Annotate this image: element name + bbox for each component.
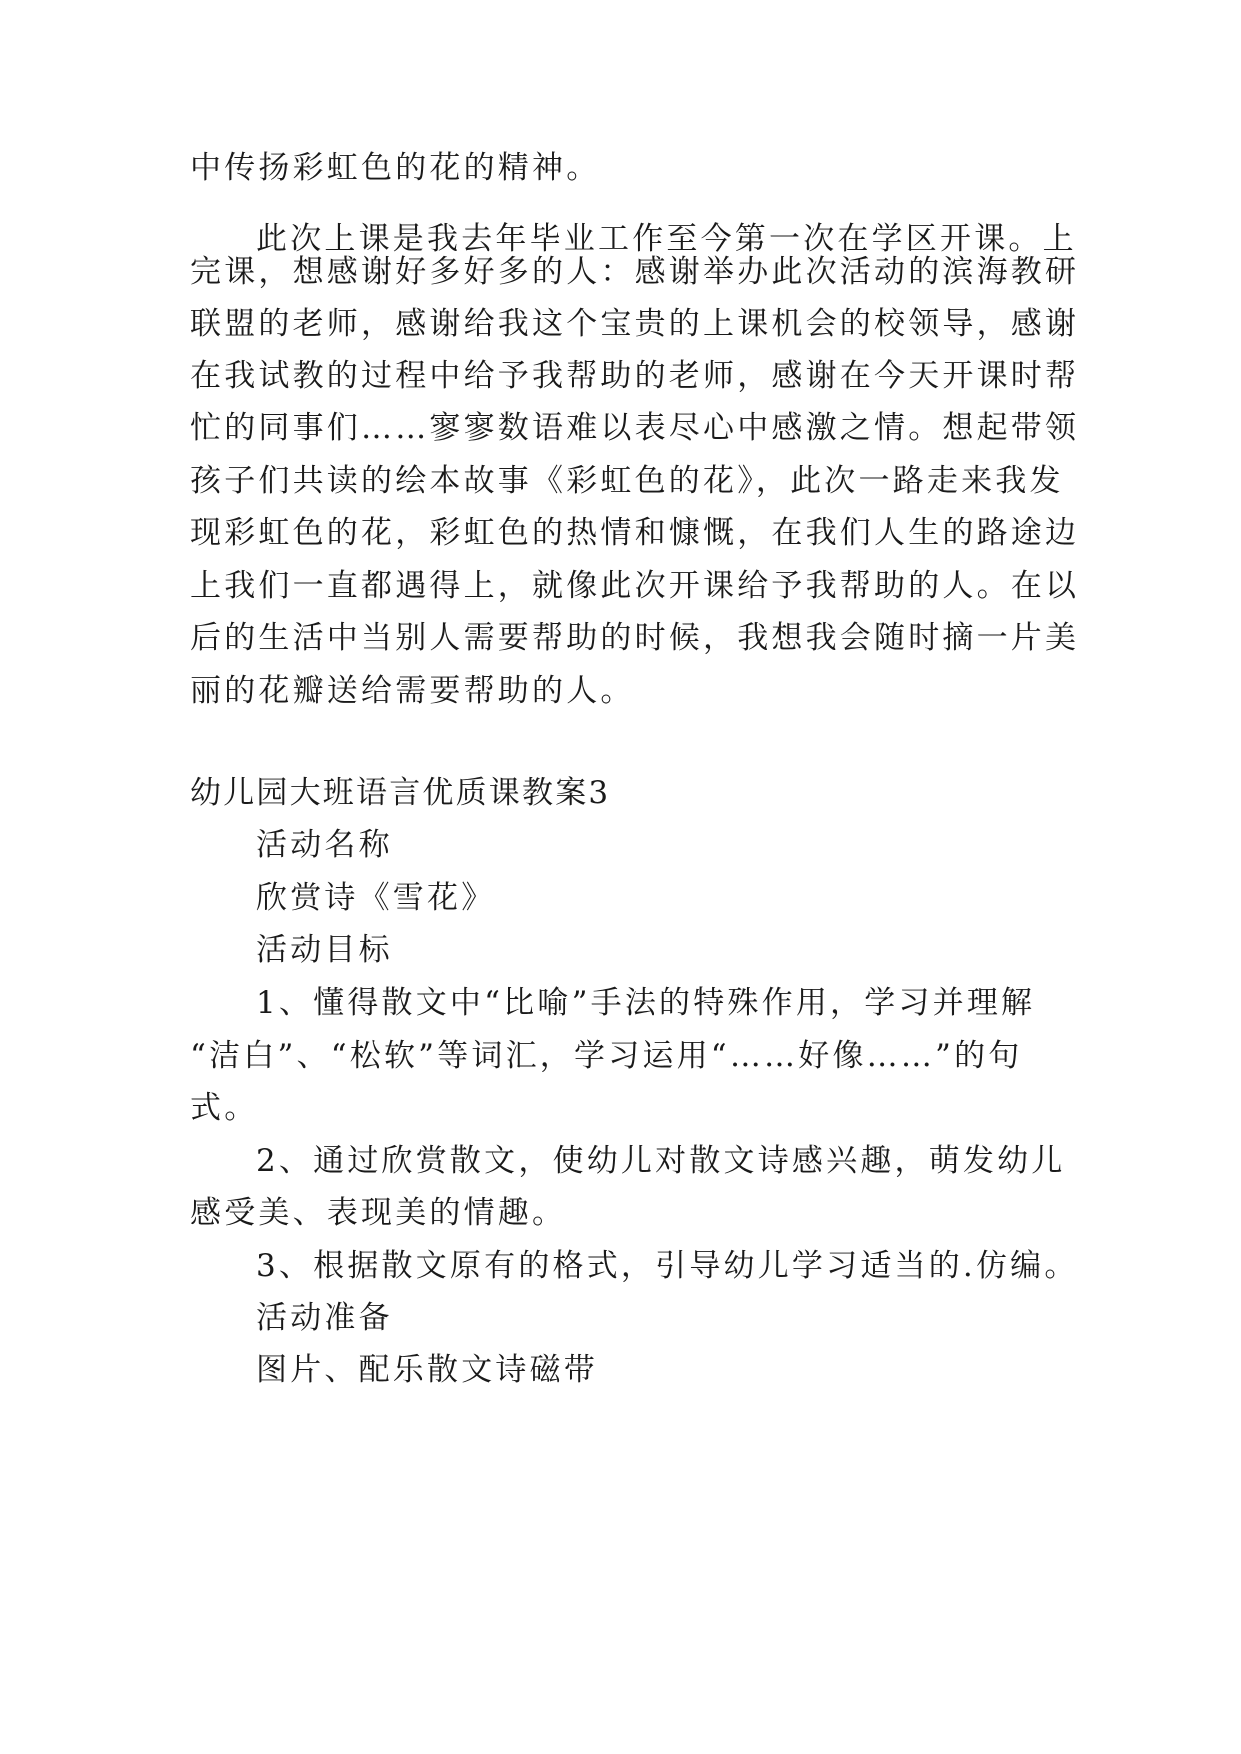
activity-goals-label: 活动目标 <box>256 932 393 968</box>
goal-3-line: 3、根据散文原有的格式，引导幼儿学习适当的.仿编。 <box>256 1248 1079 1284</box>
goal-1-line: “洁白”、“松软”等词汇，学习运用“……好像……”的句 <box>190 1038 1023 1074</box>
section-title: 幼儿园大班语言优质课教案3 <box>190 775 611 811</box>
text-line: 丽的花瓣送给需要帮助的人。 <box>190 673 635 709</box>
text-line: 后的生活中当别人需要帮助的时候，我想我会随时摘一片美 <box>190 620 1080 656</box>
text-line: 在我试教的过程中给予我帮助的老师，感谢在今天开课时帮 <box>190 358 1080 394</box>
goal-2-line: 感受美、表现美的情趣。 <box>190 1195 567 1231</box>
activity-prep: 图片、配乐散文诗磁带 <box>256 1352 598 1388</box>
activity-name-label: 活动名称 <box>256 827 393 863</box>
goal-1-line: 1、懂得散文中“比喻”手法的特殊作用，学习并理解 <box>256 985 1036 1021</box>
text-line: 联盟的老师，感谢给我这个宝贵的上课机会的校领导，感谢 <box>190 306 1080 342</box>
text-line: 忙的同事们……寥寥数语难以表尽心中感激之情。想起带领 <box>190 410 1080 446</box>
goal-1-line: 式。 <box>190 1090 259 1126</box>
text-line: 上我们一直都遇得上，就像此次开课给予我帮助的人。在以 <box>190 568 1080 604</box>
text-line: 此次上课是我去年毕业工作至今第一次在学区开课。上 <box>256 221 1077 257</box>
text-line: 完课，想感谢好多好多的人：感谢举办此次活动的滨海教研 <box>190 254 1080 290</box>
text-line: 现彩虹色的花，彩虹色的热情和慷慨，在我们人生的路途边 <box>190 515 1080 551</box>
text-line: 孩子们共读的绘本故事《彩虹色的花》，此次一路走来我发 <box>190 463 1064 499</box>
text-line: 中传扬彩虹色的花的精神。 <box>190 150 601 186</box>
activity-name: 欣赏诗《雪花》 <box>256 880 496 916</box>
goal-2-line: 2、通过欣赏散文，使幼儿对散文诗感兴趣，萌发幼儿 <box>256 1143 1066 1179</box>
activity-prep-label: 活动准备 <box>256 1300 393 1336</box>
